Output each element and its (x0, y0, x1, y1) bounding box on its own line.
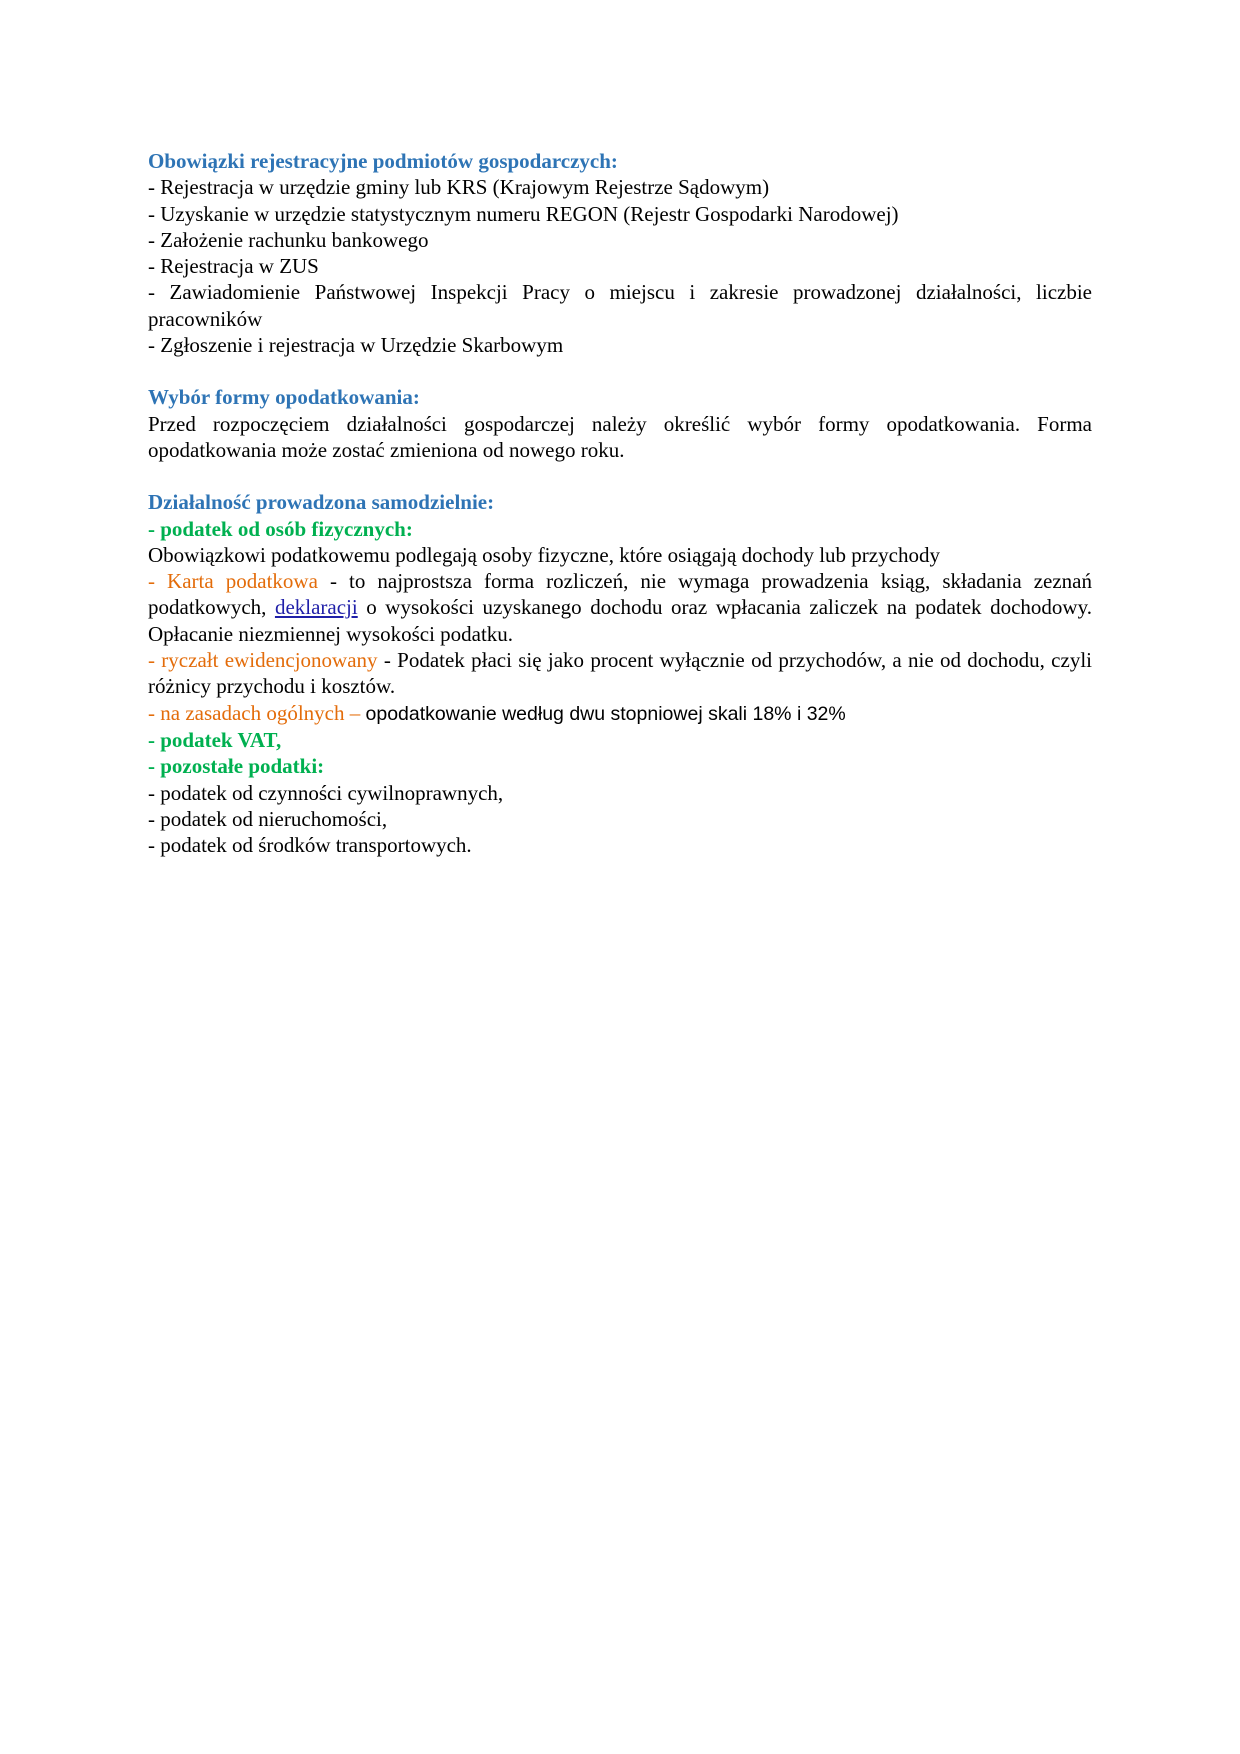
text-ryczalt: - Podatek płaci się jako procent wyłącznie od przychodów, a nie od dochodu, czyli różnicy przychodu i kosztów. (148, 648, 1092, 699)
paragraph-taxation-form: Przed rozpoczęciem działalności gospodarczej należy określić wybór formy opodatkowania. Forma opodatkowania może zostać zmieniona od nowego roku. (148, 411, 1092, 462)
section-heading-taxation-form: Wybór formy opodatkowania: (148, 385, 420, 410)
subheading-other-taxes: - pozostałe podatki: (148, 754, 325, 779)
section-heading-self-employment: Działalność prowadzona samodzielnie: (148, 490, 495, 515)
list-item: - Zgłoszenie i rejestracja w Urzędzie Skarbowym (148, 333, 564, 358)
label-zasady-ogolne: - na zasadach ogólnych (148, 700, 345, 725)
text-karta-after-link: o wysokości uzyskanego dochodu oraz wpłacania zaliczek na podatek dochodowy. Opłacanie niezmiennej wysokości podatku. (148, 595, 1092, 646)
dash-zasady-ogolne: – (344, 700, 366, 725)
link-deklaracji[interactable]: deklaracji (274, 595, 358, 620)
list-item: - Rejestracja w ZUS (148, 254, 319, 279)
text-karta-before-link: - to najprostsza forma rozliczeń, nie wymaga prowadzenia ksiąg, składania zeznań podatkowych, (148, 569, 1092, 620)
subheading-personal-income-tax: - podatek od osób fizycznych: (148, 516, 413, 541)
document-page (148, 148, 1092, 858)
paragraph-zasady-ogolne (148, 700, 1092, 727)
list-item: - podatek od nieruchomości, (148, 806, 388, 831)
spacer (148, 463, 1092, 489)
paragraph-personal-income-tax: Obowiązkowi podatkowemu podlegają osoby fizyczne, które osiągają dochody lub przychody (148, 542, 940, 567)
label-ryczalt: - ryczałt ewidencjonowany (148, 648, 378, 673)
list-item: - Założenie rachunku bankowego (148, 227, 429, 252)
text-zasady-ogolne: opodatkowanie według dwu stopniowej skali 18% i 32% (365, 702, 846, 725)
subheading-vat: - podatek VAT, (148, 727, 282, 752)
list-item: - Zawiadomienie Państwowej Inspekcji Pracy o miejscu i zakresie prowadzonej działalności, liczbie pracowników (148, 280, 1092, 331)
list-item: - Rejestracja w urzędzie gminy lub KRS (Krajowym Rejestrze Sądowym) (148, 175, 770, 200)
section-heading-registration: Obowiązki rejestracyjne podmiotów gospodarczych: (148, 149, 618, 173)
list-item: - podatek od środków transportowych. (148, 833, 472, 858)
list-item: - Uzyskanie w urzędzie statystycznym numeru REGON (Rejestr Gospodarki Narodowej) (148, 201, 899, 226)
paragraph-ryczalt (148, 647, 1092, 700)
paragraph-karta-podatkowa (148, 568, 1092, 647)
label-karta-podatkowa: - Karta podatkowa (148, 569, 318, 594)
list-item: - podatek od czynności cywilnoprawnych, (148, 780, 504, 805)
spacer (148, 358, 1092, 384)
